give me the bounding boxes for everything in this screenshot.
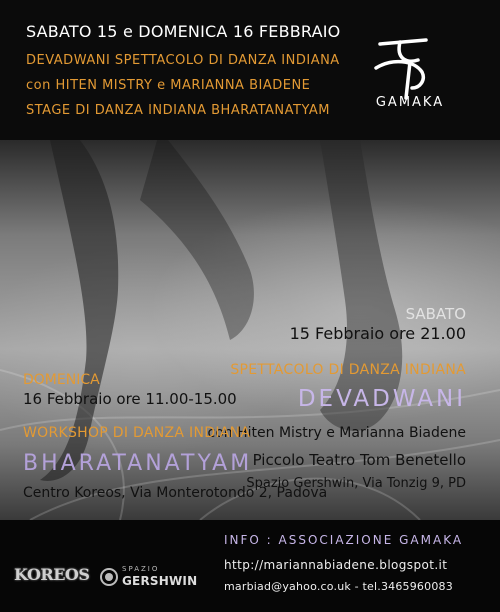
- saturday-venue: Piccolo Teatro Tom Benetello: [252, 451, 466, 469]
- header-line-stage: STAGE DI DANZA INDIANA BHARATANATYAM: [26, 103, 331, 118]
- dancer-feet-photo: [0, 140, 500, 520]
- sunday-title: BHARATANATYAM: [23, 451, 253, 476]
- koreos-logo: KOREOS: [14, 565, 90, 584]
- sunday-datetime: 16 Febbraio ore 11.00-15.00: [23, 390, 237, 408]
- saturday-label: SABATO: [405, 305, 466, 323]
- header-line-artists: con HITEN MISTRY e MARIANNA BIADENE: [26, 78, 311, 93]
- saturday-title: DEVADWANI: [297, 386, 466, 412]
- header-line-show: DEVADWANI SPETTACOLO DI DANZA INDIANA: [26, 53, 340, 68]
- sunday-event-type: WORKSHOP DI DANZA INDIANA: [23, 425, 251, 441]
- saturday-datetime: 15 Febbraio ore 21.00: [289, 324, 466, 343]
- logo-text: GAMAKA: [375, 95, 445, 110]
- gamaka-logo-icon: [362, 30, 462, 130]
- sunday-venue: Centro Koreos, Via Monterotondo 2, Padova: [23, 485, 328, 501]
- sunday-label: DOMENICA: [23, 372, 100, 388]
- info-band: [0, 520, 500, 612]
- event-dates: SABATO 15 e DOMENICA 16 FEBBRAIO: [26, 22, 341, 41]
- gershwin-logo-top: SPAZIO: [122, 565, 160, 573]
- saturday-event-type: SPETTACOLO DI DANZA INDIANA: [230, 362, 466, 378]
- header-band: [0, 0, 500, 140]
- info-contact[interactable]: marbiad@yahoo.co.uk - tel.3465960083: [224, 580, 453, 593]
- info-url-link[interactable]: http://mariannabiadene.blogspot.it: [224, 558, 448, 572]
- info-title: INFO : ASSOCIAZIONE GAMAKA: [224, 533, 464, 547]
- saturday-address: Spazio Gershwin, Via Tonzig 9, PD: [246, 476, 466, 491]
- spazio-gershwin-logo: [100, 565, 200, 591]
- saturday-artists: con Hiten Mistry e Marianna Biadene: [207, 425, 466, 441]
- gershwin-logo-name: GERSHWIN: [122, 574, 198, 588]
